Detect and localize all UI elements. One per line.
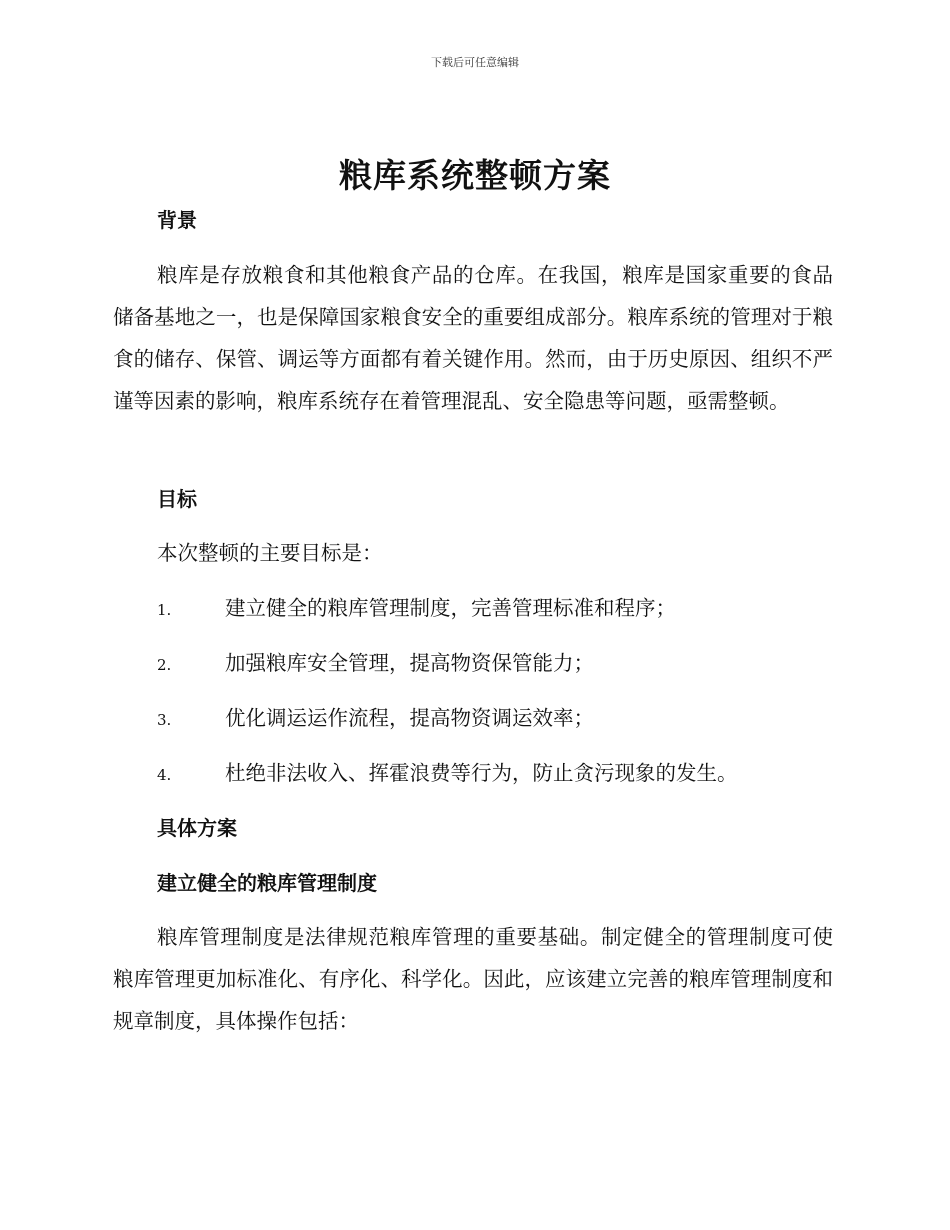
list-item-number: 2. bbox=[157, 656, 172, 674]
document-title: 粮库系统整顿方案 bbox=[339, 156, 611, 195]
background-paragraph: 粮库是存放粮食和其他粮食产品的仓库。在我国，粮库是国家重要的食品储备基地之一，也是保障国家粮食安全的重要组成部分。粮库系统的管理对于粮食的储存、保管、调运等方面都有着关键作用。然而，由于历史原因、组织不严谨等因素的影响，粮库系统存在着管理混乱、安全隐患等问题，亟需整顿。 bbox=[113, 263, 833, 413]
list-item-text: 建立健全的粮库管理制度，完善管理标准和程序； bbox=[225, 596, 676, 620]
section-heading-goals: 目标 bbox=[157, 487, 197, 511]
list-item bbox=[157, 761, 837, 787]
list-item-number: 1. bbox=[157, 601, 172, 619]
subsection-heading-management-system: 建立健全的粮库管理制度 bbox=[157, 871, 377, 895]
list-item-text: 优化调运运作流程，提高物资调运效率； bbox=[225, 706, 594, 730]
header-note: 下载后可任意编辑 bbox=[431, 56, 519, 69]
list-item-text: 杜绝非法收入、挥霍浪费等行为，防止贪污现象的发生。 bbox=[225, 761, 738, 785]
section-heading-background: 背景 bbox=[157, 208, 197, 232]
list-item-number: 3. bbox=[157, 711, 172, 729]
list-item-number: 4. bbox=[157, 766, 172, 784]
list-item bbox=[157, 651, 837, 677]
list-item bbox=[157, 596, 837, 622]
section-heading-plan: 具体方案 bbox=[157, 816, 237, 840]
list-item-text: 加强粮库安全管理，提高物资保管能力； bbox=[225, 651, 594, 675]
plan-paragraph: 粮库管理制度是法律规范粮库管理的重要基础。制定健全的管理制度可使粮库管理更加标准化、有序化、科学化。因此，应该建立完善的粮库管理制度和规章制度，具体操作包括： bbox=[113, 925, 833, 1033]
list-item bbox=[157, 706, 837, 732]
goals-intro: 本次整顿的主要目标是： bbox=[157, 541, 383, 565]
